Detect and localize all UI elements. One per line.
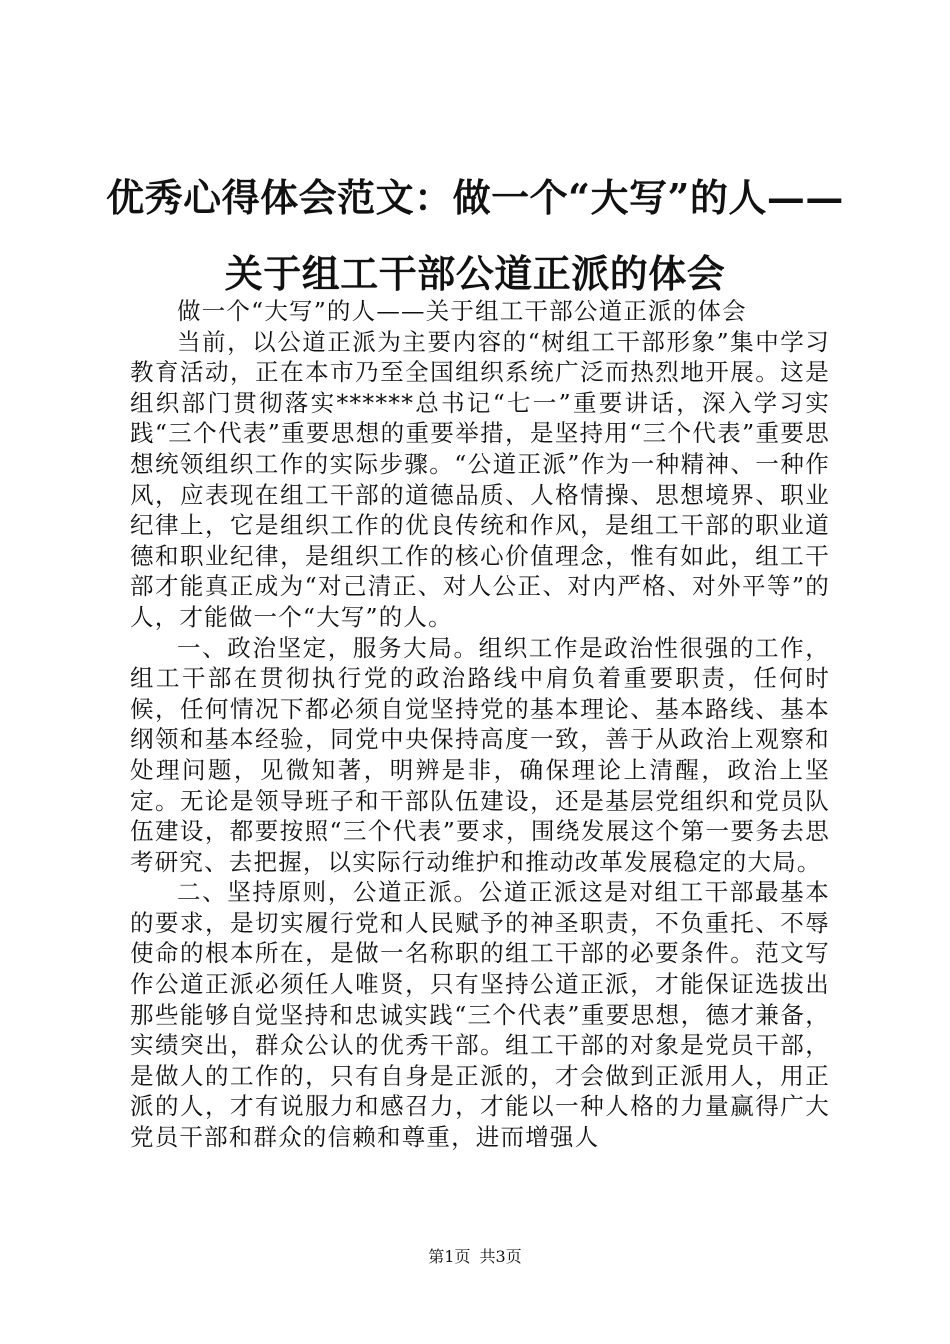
page-total: 共3页 xyxy=(479,1247,522,1266)
page-number: 第1页 xyxy=(428,1247,471,1266)
title-line-1: 优秀心得体会范文：做一个“大写”的人—— xyxy=(106,175,844,220)
document-body xyxy=(130,296,830,1153)
paragraph-section-2: 二、坚持原则，公道正派。公道正派这是对组工干部最基本的要求，是切实履行党和人民赋予的神圣职责，不负重托、不辱使命的根本所在，是做一名称职的组工干部的必要条件。范文写作公道正派必须任人唯贤，只有坚持公道正派，才能保证选拔出那些能够自觉坚持和忠诚实践“三个代表”重要思想，德才兼备，实绩突出，群众公认的优秀干部。组工干部的对象是党员干部，是做人的工作的，只有自身是正派的，才会做到正派用人，用正派的人，才有说服力和感召力，才能以一种人格的力量赢得广大党员干部和群众的信赖和尊重，进而增强人 xyxy=(130,878,830,1152)
page-footer xyxy=(0,1244,950,1267)
title-line-2: 关于组工干部公道正派的体会 xyxy=(224,251,726,296)
paragraph-section-1: 一、政治坚定，服务大局。组织工作是政治性很强的工作，组工干部在贯彻执行党的政治路线中肩负着重要职责，任何时候，任何情况下都必须自觉坚持党的基本理论、基本路线、基本纲领和基本经验，同党中央保持高度一致，善于从政治上观察和处理问题，见微知著，明辨是非，确保理论上清醒，政治上坚定。无论是领导班子和干部队伍建设，还是基层党组织和党员队伍建设，都要按照“三个代表”要求，围绕发展这个第一要务去思考研究、去把握，以实际行动维护和推动改革发展稳定的大局。 xyxy=(130,633,830,876)
document-subtitle: 做一个“大写”的人——关于组工干部公道正派的体会 xyxy=(177,297,747,325)
document-title xyxy=(100,160,850,312)
paragraph-intro: 当前，以公道正派为主要内容的“树组工干部形象”集中学习教育活动，正在本市乃至全国组织系统广泛而热烈地开展。这是组织部门贯彻落实******总书记“七一”重要讲话，深入学习实践“三个代表”重要思想的重要举措，是坚持用“三个代表”重要思想统领组织工作的实际步骤。“公道正派”作为一种精神、一种作风，应表现在组工干部的道德品质、人格情操、思想境界、职业纪律上，它是组织工作的优良传统和作风，是组工干部的职业道德和职业纪律，是组织工作的核心价值理念，惟有如此，组工干部才能真正成为“对己清正、对人公正、对内严格、对外平等”的人，才能做一个“大写”的人。 xyxy=(130,327,830,631)
